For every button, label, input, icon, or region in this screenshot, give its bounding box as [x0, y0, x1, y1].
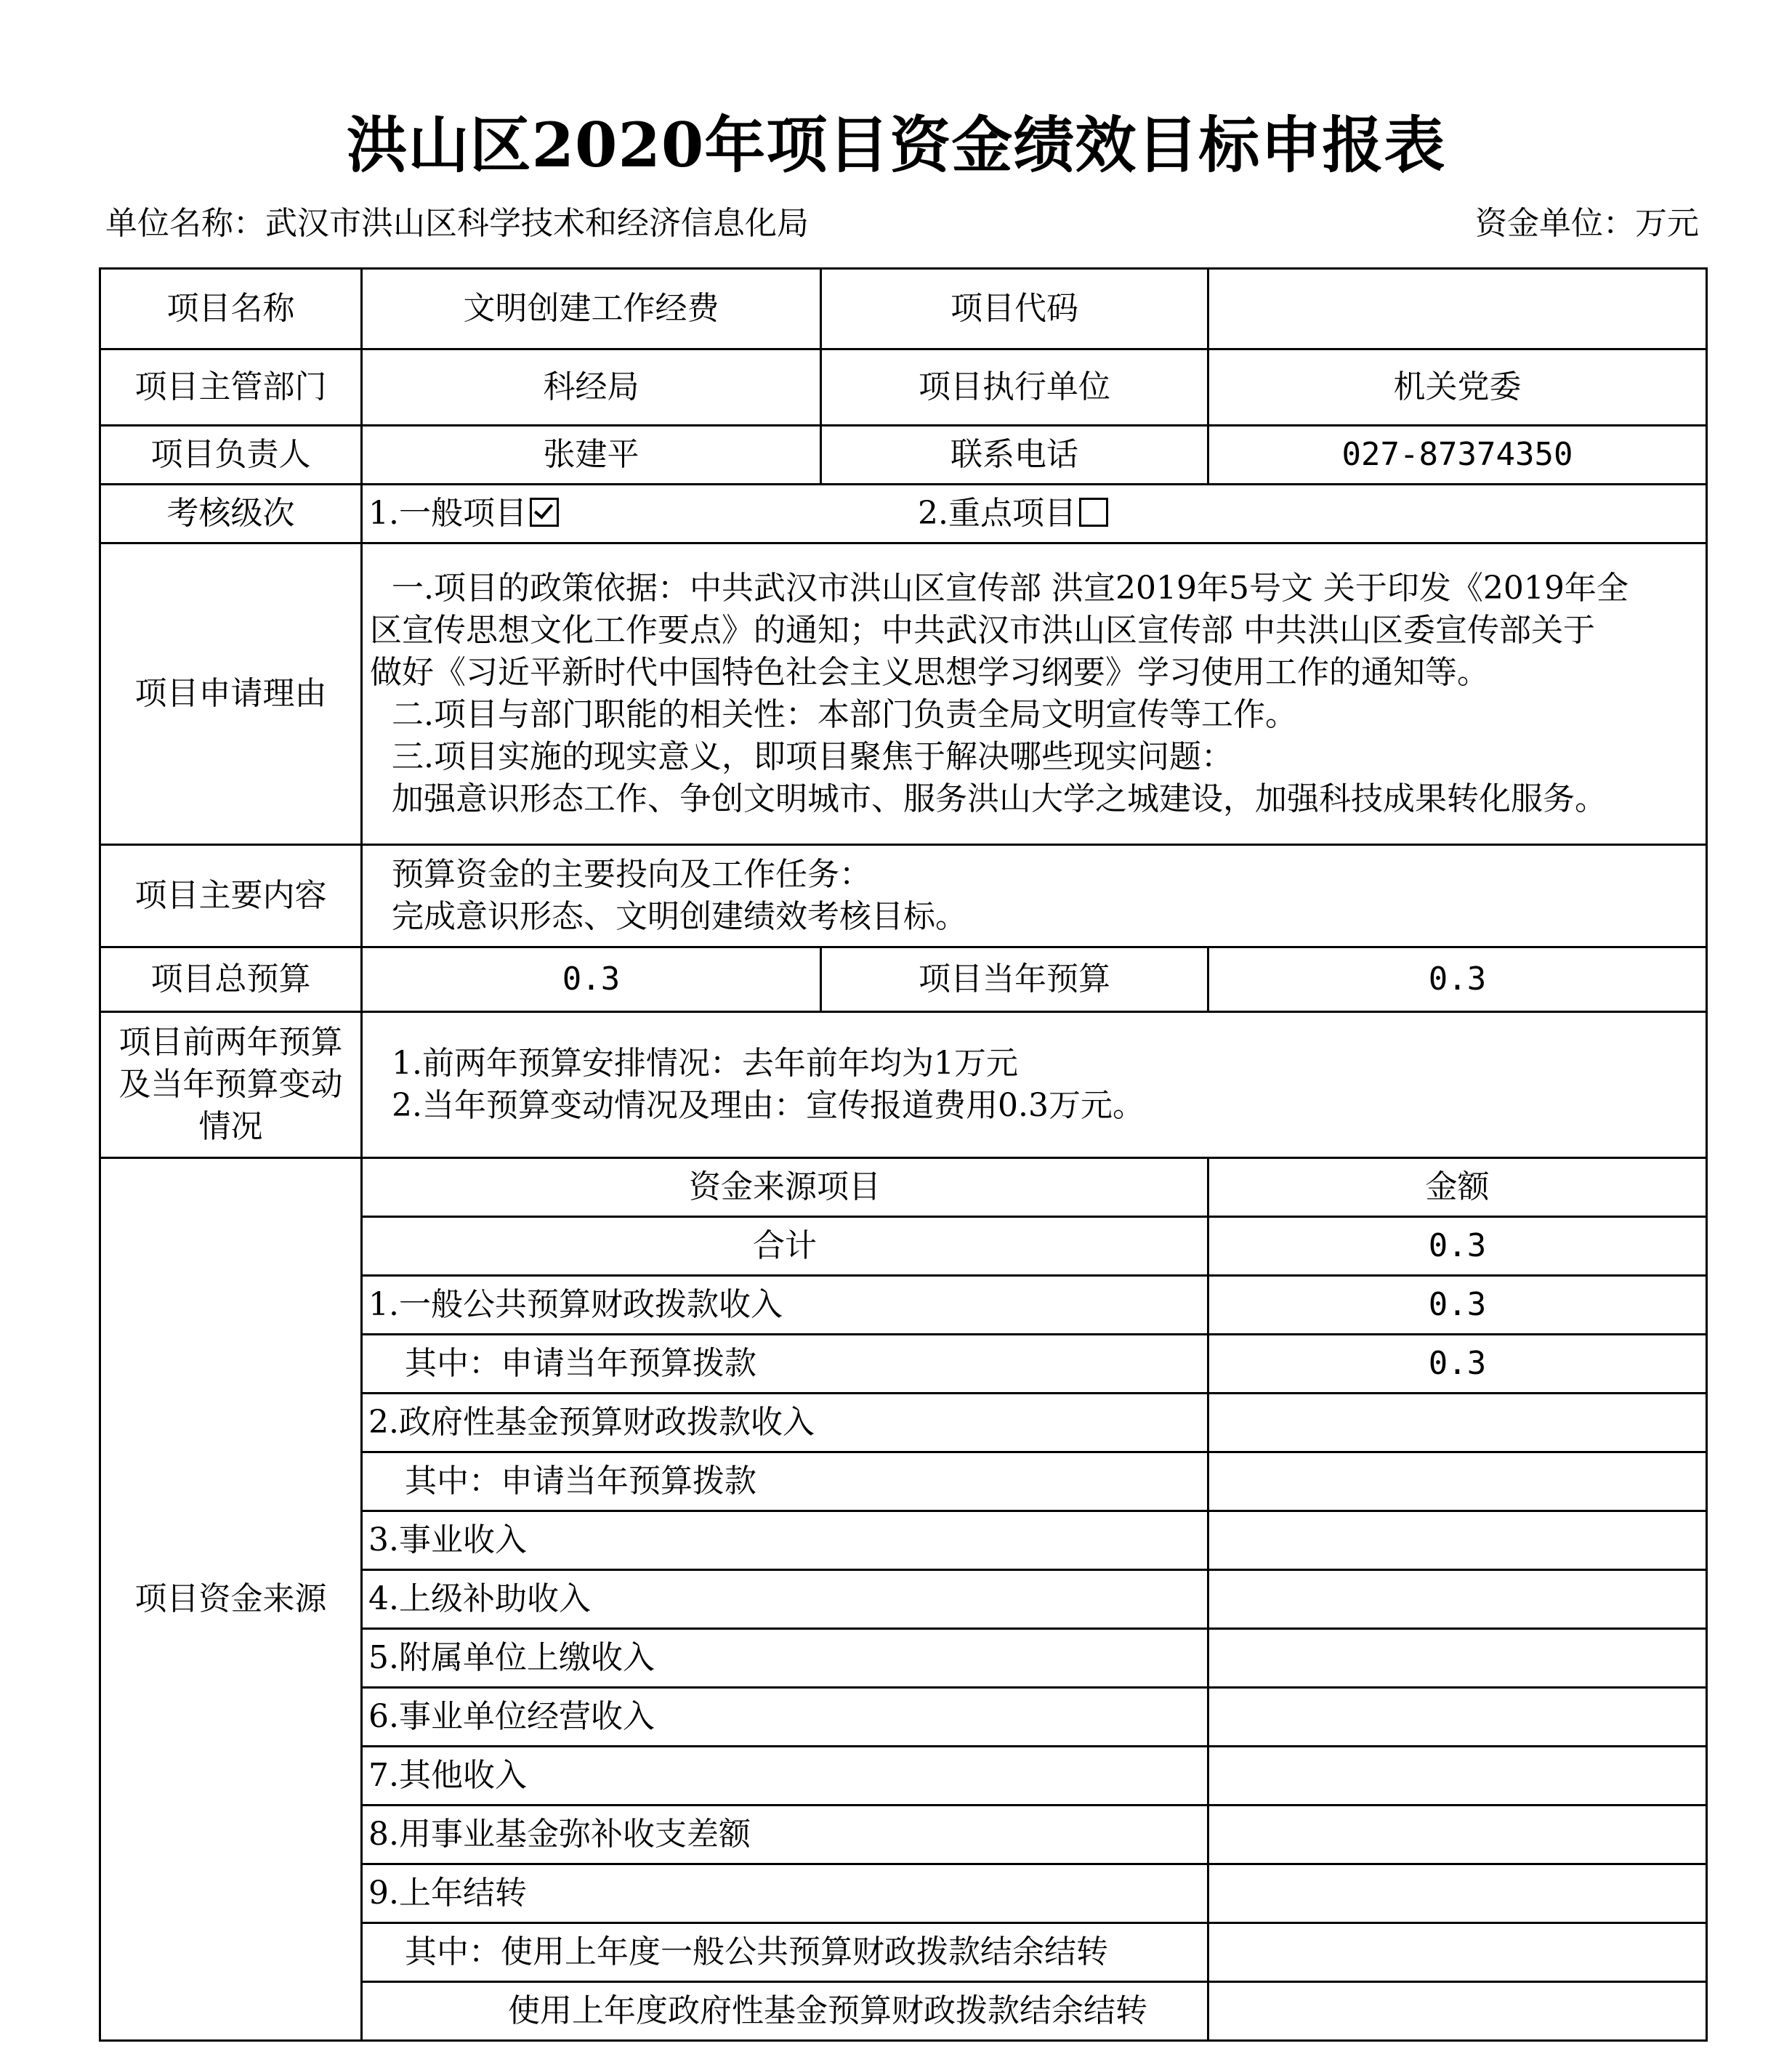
funding-amount [1208, 1570, 1707, 1629]
page-title: 洪山区2020年项目资金绩效目标申报表 [346, 109, 1446, 181]
row-level [100, 485, 1707, 543]
content-text [362, 845, 1707, 947]
row-content [100, 845, 1707, 947]
total-budget-label: 项目总预算 [100, 947, 362, 1012]
funding-amount [1208, 1629, 1707, 1688]
funding-amount [1208, 1452, 1707, 1511]
reason-text [362, 543, 1707, 845]
budget-change-label-line: 情况 [198, 1108, 263, 1145]
budget-change-text [362, 1012, 1707, 1158]
funding-source: 其中：申请当年预算拨款 [362, 1452, 1208, 1511]
level-key-text: 2.重点项目 [918, 495, 1076, 532]
funding-source: 合计 [362, 1217, 1208, 1276]
content-line: 完成意识形态、文明创建绩效考核目标。 [392, 898, 967, 935]
funding-amount [1208, 1511, 1707, 1570]
project-name-label: 项目名称 [100, 269, 362, 349]
phone-label: 联系电话 [821, 426, 1208, 485]
content-line: 预算资金的主要投向及工作任务： [392, 856, 871, 893]
checked-box-icon[interactable] [530, 498, 559, 527]
funding-source: 使用上年度政府性基金预算财政拨款结余结转 [362, 1982, 1208, 2041]
content-label: 项目主要内容 [100, 845, 362, 947]
funding-amount [1208, 1864, 1707, 1923]
funding-source: 7.其他收入 [362, 1747, 1208, 1806]
level-general-option[interactable] [368, 493, 559, 535]
row-budget [100, 947, 1707, 1012]
funding-col-amount: 金额 [1208, 1158, 1707, 1217]
budget-change-line: 2.当年预算变动情况及理由：宣传报道费用0.3万元。 [392, 1087, 1145, 1124]
money-unit: 资金单位：万元 [1475, 205, 1699, 242]
reason-line: 二.项目与部门职能的相关性：本部门负责全局文明宣传等工作。 [392, 696, 1297, 733]
row-project-name [100, 269, 1707, 349]
funding-amount [1208, 1923, 1707, 1982]
level-options [362, 485, 1707, 543]
dept-value: 科经局 [362, 349, 821, 426]
funding-source: 2.政府性基金预算财政拨款收入 [362, 1394, 1208, 1452]
funding-amount: 0.3 [1208, 1335, 1707, 1394]
phone-value: 027-87374350 [1208, 426, 1707, 485]
exec-unit-label: 项目执行单位 [821, 349, 1208, 426]
total-budget-value: 0.3 [362, 947, 821, 1012]
funding-source: 其中：申请当年预算拨款 [362, 1335, 1208, 1394]
reason-line: 加强意识形态工作、争创文明城市、服务洪山大学之城建设，加强科技成果转化服务。 [392, 780, 1607, 817]
row-budget-change [100, 1012, 1707, 1158]
level-key-option[interactable] [918, 493, 1108, 535]
budget-change-label [100, 1012, 362, 1158]
funding-label: 项目资金来源 [100, 1158, 362, 2041]
owner-value: 张建平 [362, 426, 821, 485]
year-budget-label: 项目当年预算 [821, 947, 1208, 1012]
funding-source: 其中：使用上年度一般公共预算财政拨款结余结转 [362, 1923, 1208, 1982]
reason-line: 做好《习近平新时代中国特色社会主义思想学习纲要》学习使用工作的通知等。 [370, 654, 1489, 691]
dept-label: 项目主管部门 [100, 349, 362, 426]
funding-amount [1208, 1688, 1707, 1747]
project-code-label: 项目代码 [821, 269, 1208, 349]
funding-amount: 0.3 [1208, 1217, 1707, 1276]
funding-col-source: 资金来源项目 [362, 1158, 1208, 1217]
funding-source: 6.事业单位经营收入 [362, 1688, 1208, 1747]
project-name-value: 文明创建工作经费 [362, 269, 821, 349]
application-form-table [99, 267, 1708, 2042]
funding-source: 1.一般公共预算财政拨款收入 [362, 1276, 1208, 1335]
budget-change-label-line: 及当年预算变动 [118, 1066, 343, 1103]
funding-amount: 0.3 [1208, 1276, 1707, 1335]
funding-source: 8.用事业基金弥补收支差额 [362, 1806, 1208, 1864]
reason-line: 一.项目的政策依据：中共武汉市洪山区宣传部 洪宣2019年5号文 关于印发《2019年全 [392, 570, 1628, 607]
budget-change-line: 1.前两年预算安排情况：去年前年均为1万元 [392, 1045, 1018, 1082]
owner-label: 项目负责人 [100, 426, 362, 485]
row-department [100, 349, 1707, 426]
reason-label: 项目申请理由 [100, 543, 362, 845]
project-code-value [1208, 269, 1707, 349]
year-budget-value: 0.3 [1208, 947, 1707, 1012]
funding-amount [1208, 1394, 1707, 1452]
row-reason [100, 543, 1707, 845]
funding-amount [1208, 1747, 1707, 1806]
level-label: 考核级次 [100, 485, 362, 543]
funding-source: 5.附属单位上缴收入 [362, 1629, 1208, 1688]
funding-header-row [100, 1158, 1707, 1217]
exec-unit-value: 机关党委 [1208, 349, 1707, 426]
funding-source: 9.上年结转 [362, 1864, 1208, 1923]
funding-amount [1208, 1806, 1707, 1864]
funding-source: 4.上级补助收入 [362, 1570, 1208, 1629]
row-owner [100, 426, 1707, 485]
unchecked-box-icon[interactable] [1079, 498, 1108, 527]
reason-line: 区宣传思想文化工作要点》的通知；中共武汉市洪山区宣传部 中共洪山区委宣传部关于 [370, 612, 1595, 649]
budget-change-label-line: 项目前两年预算 [118, 1024, 343, 1061]
funding-amount [1208, 1982, 1707, 2041]
unit-name: 单位名称：武汉市洪山区科学技术和经济信息化局 [105, 205, 809, 242]
funding-source: 3.事业收入 [362, 1511, 1208, 1570]
level-general-text: 1.一般项目 [368, 495, 527, 532]
reason-line: 三.项目实施的现实意义，即项目聚焦于解决哪些现实问题： [392, 738, 1233, 775]
